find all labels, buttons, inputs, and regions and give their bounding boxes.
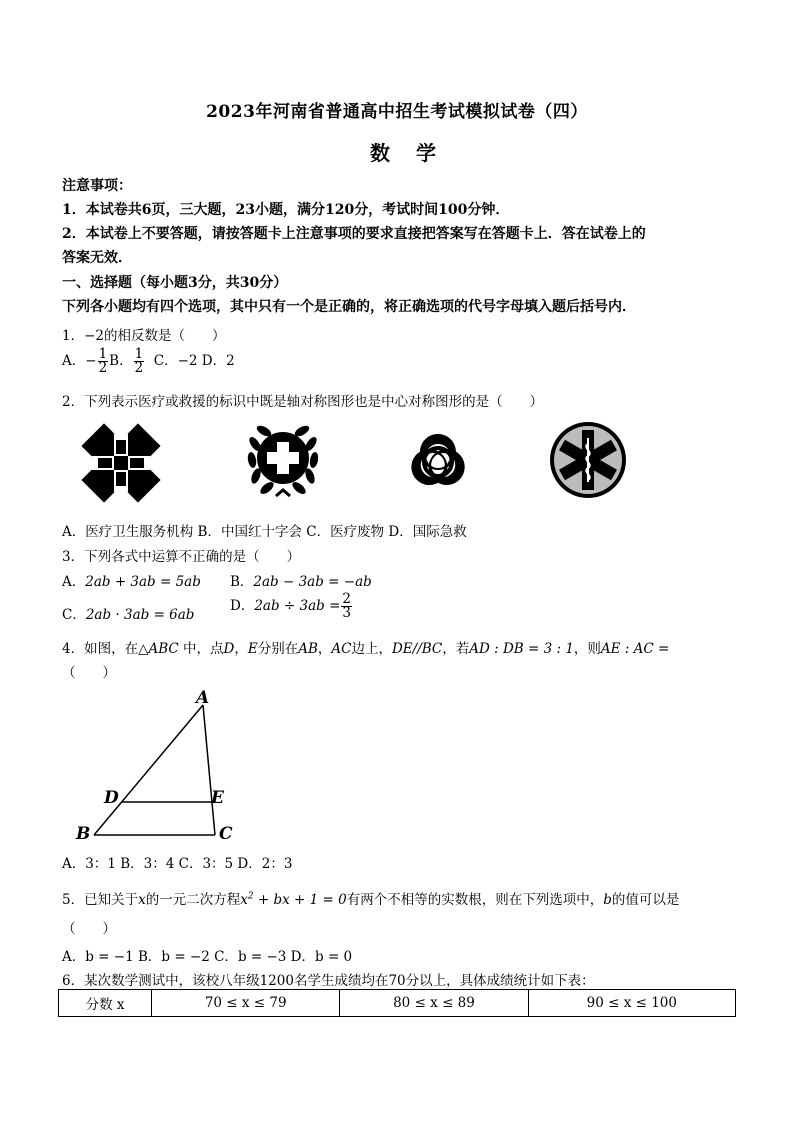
q1-option-b-label: B． bbox=[109, 353, 133, 369]
biohazard-icon bbox=[398, 418, 478, 502]
question-4-stem bbox=[62, 637, 669, 657]
q5-answer-paren: （ ） bbox=[62, 921, 116, 937]
q4-parallel: DE//BC bbox=[391, 641, 443, 657]
table-row bbox=[59, 990, 736, 1017]
table-header-range-90: 90 ≤ x ≤ 100 bbox=[528, 990, 735, 1017]
q5-eq-rest: + bx + 1 = 0 bbox=[253, 892, 347, 908]
star-of-life-icon bbox=[548, 420, 628, 500]
q4-text-3: 分别在 bbox=[257, 641, 299, 657]
q5-text-1: 5．已知关于 bbox=[62, 892, 139, 908]
table-header-range-80: 80 ≤ x ≤ 89 bbox=[340, 990, 528, 1017]
q1-frac-b-num: 1 bbox=[134, 346, 144, 362]
q4-text-2: 中，点 bbox=[178, 641, 224, 657]
medical-service-cross-icon bbox=[78, 420, 164, 506]
q1-option-a-label: A．− bbox=[62, 353, 97, 369]
q3-option-c bbox=[62, 603, 194, 623]
q4-side-ac: AC bbox=[331, 641, 352, 657]
question-2-options: A．医疗卫生服务机构 B．中国红十字会 C．医疗废物 D．国际急救 bbox=[62, 524, 467, 540]
section-instruction: 下列各小题均有四个选项，其中只有一个是正确的，将正确选项的代号字母填入题后括号内． bbox=[62, 299, 636, 315]
q4-answer-paren: （ ） bbox=[62, 665, 116, 681]
q4-ratio-asked: AE : AC = bbox=[600, 641, 670, 657]
q1-option-cd: C．−2 D．2 bbox=[153, 353, 235, 369]
figure-label-e: E bbox=[211, 788, 224, 808]
q3-option-a bbox=[62, 570, 201, 590]
table-header-score: 分数 x bbox=[59, 990, 152, 1017]
question-5-stem bbox=[62, 888, 679, 908]
q3-option-a-label: A． bbox=[62, 574, 86, 590]
note-item-2-cont: 答案无效． bbox=[62, 250, 132, 266]
table-header-range-70: 70 ≤ x ≤ 79 bbox=[152, 990, 340, 1017]
figure-label-d: D bbox=[104, 788, 119, 808]
q3-option-a-expr: 2ab + 3ab = 5ab bbox=[85, 574, 201, 590]
q3-option-d bbox=[230, 593, 353, 620]
q3-option-b-label: B． bbox=[230, 574, 254, 590]
q3-option-c-label: C． bbox=[62, 607, 86, 623]
q4-triangle-abc: ABC bbox=[148, 641, 179, 657]
q4-side-ab: AB bbox=[298, 641, 318, 657]
q4-ratio-given: AD : DB = 3 : 1 bbox=[469, 641, 574, 657]
q5-eq-x: x bbox=[240, 892, 248, 908]
q4-comma-1: ， bbox=[234, 641, 248, 657]
notes-heading: 注意事项： bbox=[62, 178, 132, 194]
question-1-options bbox=[62, 348, 235, 375]
score-table bbox=[58, 989, 736, 1017]
q5-var-b: b bbox=[603, 892, 612, 908]
q3-option-b-expr: 2ab − 3ab = −ab bbox=[253, 574, 372, 590]
page-title: 2023年河南省普通高中招生考试模拟试卷（四） bbox=[206, 102, 588, 122]
q4-point-d: D bbox=[223, 641, 235, 657]
note-item-1: 1．本试卷共6页，三大题，23小题，满分120分，考试时间100分钟． bbox=[62, 202, 510, 218]
q4-text-6: ，则 bbox=[573, 641, 601, 657]
q1-fraction-b bbox=[134, 348, 145, 375]
q5-var-x: x bbox=[138, 892, 146, 908]
q4-point-e: E bbox=[247, 641, 258, 657]
question-6-stem: 6．某次数学测试中，该校八年级1200名学生成绩均在70分以上，具体成绩统计如下表： bbox=[62, 973, 595, 989]
question-4-options: A．3：1 B．3：4 C．3：5 D．2：3 bbox=[62, 856, 293, 872]
triangle-figure bbox=[70, 685, 240, 845]
q4-text-4: 边上， bbox=[351, 641, 392, 657]
note-item-2: 2．本试卷上不要答题，请按答题卡上注意事项的要求直接把答案写在答题卡上．答在试卷上的 bbox=[62, 226, 646, 242]
q3-frac-den: 3 bbox=[342, 605, 351, 621]
question-5-options: A．b = −1 B．b = −2 C．b = −3 D．b = 0 bbox=[62, 949, 353, 965]
q4-text-1: 4．如图，在△ bbox=[62, 641, 149, 657]
q3-option-d-expr: 2ab ÷ 3ab = bbox=[254, 598, 341, 614]
q3-option-b bbox=[230, 570, 372, 590]
q5-text-4: 的值可以是 bbox=[611, 892, 680, 908]
q3-option-d-label: D． bbox=[230, 598, 255, 614]
q1-frac-b-den: 2 bbox=[134, 360, 144, 376]
question-1-stem: 1．−2的相反数是（ ） bbox=[62, 328, 226, 344]
red-cross-wreath-icon bbox=[240, 418, 326, 504]
figure-label-a: A bbox=[196, 688, 210, 708]
q5-text-3: 有两个不相等的实数根，则在下列选项中， bbox=[346, 892, 604, 908]
q4-comma-2: ， bbox=[317, 641, 332, 657]
q5-eq-exponent: 2 bbox=[247, 891, 254, 902]
q3-option-d-fraction bbox=[341, 593, 352, 620]
subject-title: 数学 bbox=[370, 141, 462, 165]
figure-label-c: C bbox=[219, 824, 233, 844]
q5-equation bbox=[240, 892, 346, 908]
q1-fraction-a bbox=[98, 348, 109, 375]
q4-text-5: ，若 bbox=[442, 641, 470, 657]
question-3-stem: 3．下列各式中运算不正确的是（ ） bbox=[62, 549, 301, 565]
q1-frac-a-num: 1 bbox=[98, 346, 108, 362]
q5-text-2: 的一元二次方程 bbox=[145, 892, 241, 908]
question-2-stem: 2．下列表示医疗或救援的标识中既是轴对称图形也是中心对称图形的是（ ） bbox=[62, 394, 544, 410]
q3-frac-num: 2 bbox=[342, 591, 351, 607]
q3-option-c-expr: 2ab · 3ab = 6ab bbox=[85, 607, 195, 623]
section-heading: 一、选择题（每小题3分，共30分） bbox=[62, 275, 288, 291]
q1-frac-a-den: 2 bbox=[98, 360, 108, 376]
figure-label-b: B bbox=[76, 824, 91, 844]
